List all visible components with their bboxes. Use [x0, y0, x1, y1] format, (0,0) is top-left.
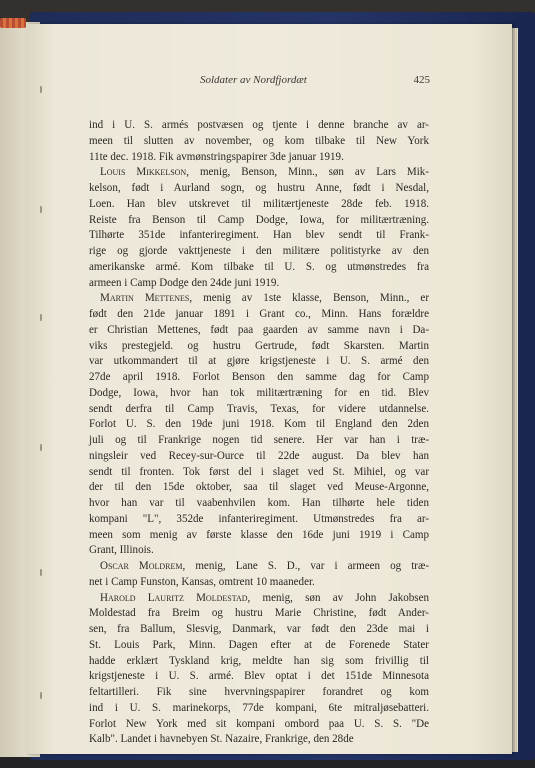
binding-stitch: [40, 569, 42, 576]
text-line: viks prestegjeld. og hustru Gertrude, født Skarsten. Martin: [89, 339, 429, 352]
text-line: hadde erklært Tyskland krig, meldte han sig som frivillig til: [89, 654, 429, 667]
page-number: 425: [413, 74, 430, 86]
text-line: Grant, Illinois.: [89, 544, 154, 557]
text-line: net i Camp Funston, Kansas, omtrent 10 maaneder.: [89, 575, 315, 588]
text-line: rige og gjorde vakttjeneste i den militære politistyrke av den: [89, 245, 429, 257]
text-line: [89, 559, 429, 575]
text-line: Tilhørte 351de infanteriregiment. Han blev sendt til Frank-: [89, 229, 429, 242]
running-head: Soldater av Nordfjordæt: [200, 74, 307, 86]
text-line: der til den 15de oktober, saa til slaget ved Meuse-Argonne,: [89, 481, 429, 494]
text-line: sendt til fronten. Tok først del i slaget ved St. Mihiel, og var: [89, 465, 429, 478]
soldier-name: Louis Mikkelson,: [100, 166, 189, 179]
line-text: menig, Lane S. D., var i armeen og træ-: [185, 560, 430, 572]
text-line: Reiste fra Benson til Camp Dodge, Iowa, for militærtræning.: [89, 213, 429, 226]
text-line: ningsleir ved Recey-sur-Ource til 22de august. Da blev han: [89, 449, 429, 462]
text-line: [89, 591, 429, 607]
binding-stitch: [40, 206, 42, 213]
soldier-name: Harold Lauritz Moldestad,: [100, 591, 251, 604]
text-line: ind i U. S. armés postvæsen og tjente i denne branche av ar-: [89, 119, 429, 131]
text-line: St. Louis Park, Minn. Dagen efter at de Forenede Stater: [89, 638, 429, 651]
page-body-text: [89, 118, 429, 748]
text-line: 27de april 1918. Forlot Benson den samme dag for Camp: [89, 371, 429, 383]
text-line: ind i U. S. marinekorps, 77de kompani, 6te mitraljøsebatteri.: [89, 701, 429, 714]
text-line: [89, 165, 429, 181]
text-line: juli og til Frankrige nogen tid senere. Her var han i træ-: [89, 434, 429, 446]
text-line: 11te dec. 1918. Fik avmønstringspapirer 3de januar 1919.: [89, 150, 344, 163]
soldier-name: Oscar Moldrem,: [100, 560, 186, 572]
bookmark-ribbon: [0, 18, 26, 28]
text-line: sen, fra Ballum, Slesvig, Danmark, var født den 23de mai i: [89, 623, 429, 635]
page-header: [90, 74, 430, 90]
binding-stitch: [40, 692, 42, 699]
text-line: kompani "L", 352de infanteriregiment. Utmønstredes fra ar-: [89, 512, 429, 525]
binding-stitch: [40, 314, 42, 321]
binding-stitch: [40, 444, 42, 451]
text-line: Forlot New York med sit kompani ombord paa U. S. S. "De: [89, 717, 429, 730]
text-line: krigstjeneste i U. S. armé. Blev optat i det 151de Minnesota: [89, 670, 429, 683]
text-line: hvor han var til vaabenhvilen kom. Han tilhørte hele tiden: [89, 497, 429, 509]
text-line: Kalb". Landet i havnebyen St. Nazaire, Frankrige, den 28de: [89, 733, 354, 746]
text-line: født den 21de januar 1891 i Grant co., Minn. Hans forældre: [89, 308, 429, 320]
line-text: menig, søn av John Jakobsen: [250, 591, 429, 604]
text-line: er Christian Mettenes, født paa gaarden av samme navn i Da-: [89, 323, 429, 336]
text-line: Loen. Han blev utskrevet til militærtjeneste 28de feb. 1918.: [89, 197, 429, 210]
text-line: Moldestad fra Breim og hustru Marie Christine, født Ander-: [89, 607, 429, 620]
line-text: menig av 1ste klasse, Benson, Minn., er: [192, 292, 430, 305]
text-line: Dodge, Iowa, hvor han tok militærtræning for en tid. Blev: [89, 386, 429, 399]
text-line: kelson, født i Aurland sogn, og hustru Anne, født i Nesdal,: [89, 182, 429, 194]
text-line: Forlot U. S. den 19de juni 1918. Kom til England den 2den: [89, 418, 429, 431]
text-line: feltartilleri. Fik sine hvervningspapirer forandret og kom: [89, 686, 429, 698]
binding-stitch: [40, 86, 42, 93]
soldier-name: Martin Mettenes,: [100, 292, 193, 305]
text-line: sendt derfra til Camp Travis, Texas, for videre utdannelse.: [89, 402, 429, 415]
text-line: [89, 291, 429, 307]
gutter-binding: [40, 24, 46, 754]
text-line: amerikanske armé. Kom tilbake til U. S. og utmønstredes fra: [89, 260, 429, 273]
text-line: meen til slutten av november, og kom tilbake til New York: [89, 134, 429, 147]
text-line: armeen i Camp Dodge den 24de juni 1919.: [89, 276, 280, 289]
line-text: menig, Benson, Minn., søn av Lars Mik-: [188, 166, 429, 179]
text-line: var utkommandert til at gjøre krigstjeneste i U. S. armé den: [89, 355, 429, 368]
text-line: meen som menig av første klasse den 16de juni 1919 i Camp: [89, 528, 429, 541]
